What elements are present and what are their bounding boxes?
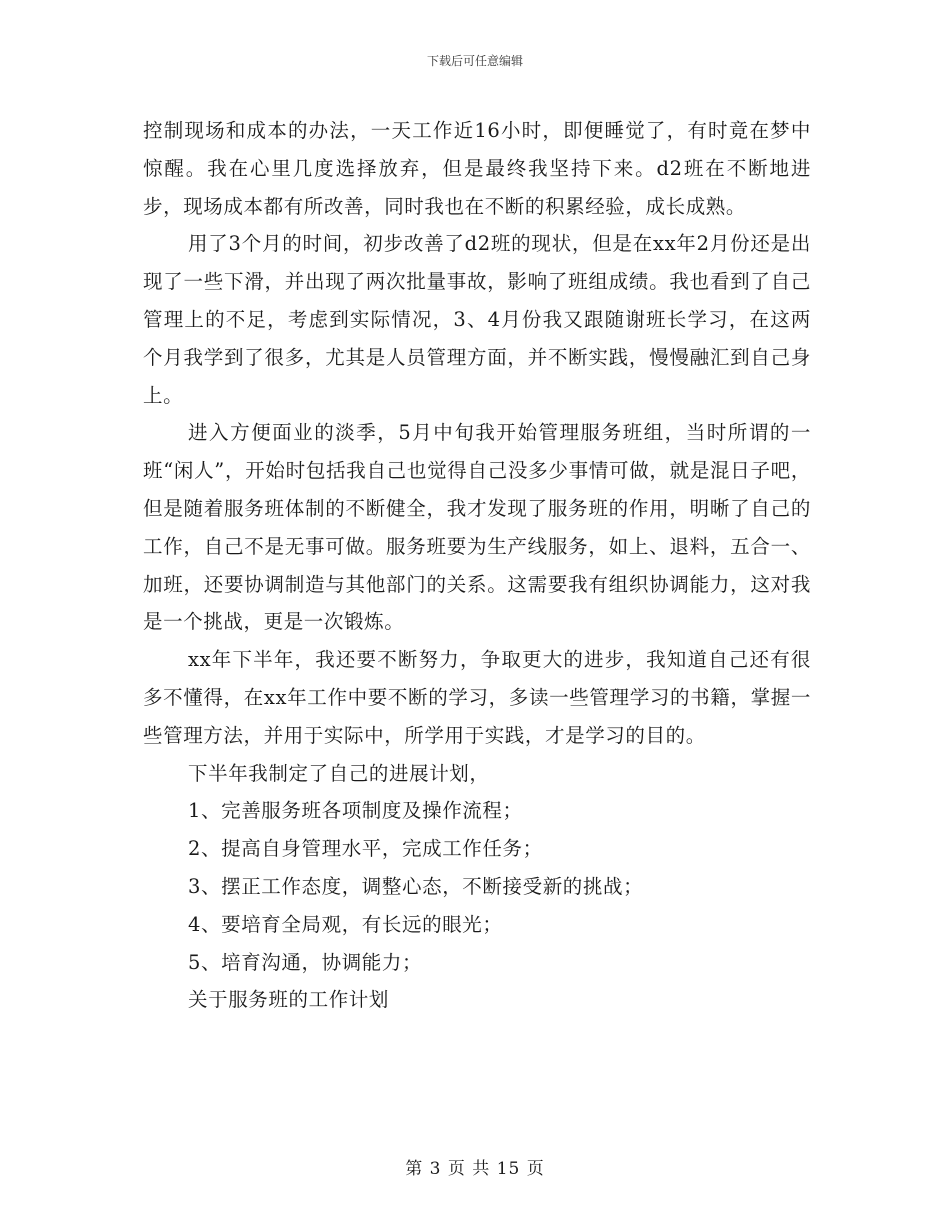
section-heading: 关于服务班的工作计划: [188, 988, 390, 1012]
plan-item: 4、要培育全局观，有长远的眼光；: [188, 912, 503, 936]
plan-item: 2、提高自身管理水平，完成工作任务；: [188, 837, 543, 861]
page-header: 下载后可任意编辑: [426, 54, 523, 68]
paragraph: 用了3个月的时间，初步改善了d2班的现状，但是在xx年2月份还是出现了一些下滑，并出现了两次批量事故，影响了班组成绩。我也看到了自己管理上的不足，考虑到实际情况，3、4月份我又跟随谢班长学习，在这两个月我学到了很多，尤其是人员管理方面，并不断实践，慢慢融汇到自己身上。: [143, 232, 811, 407]
paragraph: 控制现场和成本的办法，一天工作近16小时，即便睡觉了，有时竟在梦中惊醒。我在心里几度选择放弃，但是最终我坚持下来。d2班在不断地进步，现场成本都有所改善，同时我也在不断的积累经验，成长成熟。: [143, 119, 811, 218]
paragraph: xx年下半年，我还要不断努力，争取更大的进步，我知道自己还有很多不懂得，在xx年工作中要不断的学习，多读一些管理学习的书籍，掌握一些管理方法，并用于实际中，所学用于实践，才是学习的目的。: [143, 648, 811, 747]
plan-item: 3、摆正工作态度，调整心态，不断接受新的挑战；: [188, 874, 644, 898]
paragraph: 进入方便面业的淡季，5月中旬我开始管理服务班组，当时所谓的一班“闲人”，开始时包括我自己也觉得自己没多少事情可做，就是混日子吧，但是随着服务班体制的不断健全，我才发现了服务班的作用，明晰了自己的工作，自己不是无事可做。服务班要为生产线服务，如上、退料，五合一、加班，还要协调制造与其他部门的关系。这需要我有组织协调能力，这对我是一个挑战，更是一次锻炼。: [143, 421, 811, 634]
plan-item: 1、完善服务班各项制度及操作流程；: [188, 799, 523, 823]
document-body: [143, 112, 811, 1019]
plan-intro: 下半年我制定了自己的进展计划，: [188, 761, 490, 785]
plan-item: 5、培育沟通，协调能力；: [188, 950, 423, 974]
page-number: 第 3 页 共 15 页: [405, 1159, 545, 1179]
